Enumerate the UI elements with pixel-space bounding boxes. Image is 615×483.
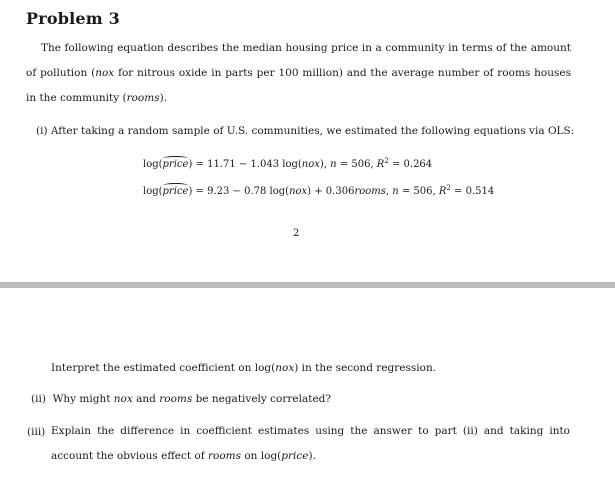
part-ii-nox: nox: [113, 393, 133, 405]
eq2-close: ): [188, 186, 193, 197]
intro-paragraph: [26, 36, 571, 111]
eq1-close: ): [188, 159, 193, 170]
intro-text-2: for nitrous oxide in parts per 100 million) and the average number of rooms houses in the community (: [26, 67, 571, 104]
intro-text-3: ).: [159, 92, 168, 104]
eq2-r-sup: 2: [446, 184, 451, 192]
problem-heading: Problem 3: [26, 9, 121, 28]
interpret-question: [51, 361, 436, 375]
part-iii-label: (iii): [27, 426, 46, 438]
equation-2: [143, 186, 494, 197]
part-i-text: After taking a random sample of U.S. communities, we estimated the following equations via OLS:: [50, 125, 575, 137]
var-nox: nox: [95, 67, 115, 79]
eq2-n-val: = 506,: [398, 186, 439, 197]
interpret-text-2: ) in the second regression.: [294, 362, 437, 374]
eq2-nox: nox: [289, 186, 308, 197]
eq2-n: n: [392, 186, 399, 197]
eq2-log: log(: [143, 186, 163, 197]
part-ii-item: [31, 392, 331, 406]
part-ii-rooms: rooms: [159, 393, 193, 405]
var-rooms: rooms: [126, 92, 160, 104]
eq1-r: R: [376, 159, 385, 170]
part-i-label: (i): [36, 125, 48, 137]
eq1-rhs2: ),: [319, 159, 331, 170]
eq1-r-val: = 0.264: [388, 159, 433, 170]
part-ii-text-3: be negatively correlated?: [192, 393, 332, 405]
eq1-log: log(: [143, 159, 163, 170]
eq1-n: n: [330, 159, 337, 170]
part-iii-label-wrap: [27, 425, 45, 439]
part-iii-text-1: Explain the difference in coefficient estimates using the answer to part (ii) and taking into account the obvious effect of: [51, 425, 570, 462]
part-ii-text-2: and: [132, 393, 160, 405]
document-page-bottom: [0, 288, 615, 483]
eq2-r: R: [438, 186, 447, 197]
part-iii-text: [51, 419, 570, 469]
part-ii-text-1: Why might: [52, 393, 114, 405]
intro-text-1: The following equation describes the median housing price in a community in terms of the amount of pollution (: [26, 42, 571, 79]
part-iii-text-3: ).: [308, 450, 316, 462]
eq2-rooms: rooms: [354, 186, 386, 197]
eq2-r-val: = 0.514: [450, 186, 495, 197]
eq1-r-sup: 2: [384, 157, 389, 165]
part-iii-text-2: on log(: [241, 450, 282, 462]
eq2-comma: ,: [385, 186, 393, 197]
interpret-text-1: Interpret the estimated coefficient on log(: [51, 362, 276, 374]
page-number: 2: [293, 228, 300, 239]
part-iii-price: price: [281, 450, 309, 462]
eq2-price-hat: price: [162, 186, 189, 197]
eq2-rhs2: ) + 0.306: [307, 186, 355, 197]
part-iii-rooms: rooms: [207, 450, 241, 462]
eq1-rhs: = 11.71 − 1.043 log(: [192, 159, 302, 170]
eq1-nox: nox: [301, 159, 320, 170]
eq1-n-val: = 506,: [336, 159, 377, 170]
equation-1: [143, 159, 432, 170]
part-i-item: [36, 124, 574, 138]
eq2-rhs: = 9.23 − 0.78 log(: [192, 186, 290, 197]
part-ii-label: (ii): [31, 393, 46, 405]
eq1-price-hat: price: [162, 159, 189, 170]
interpret-nox: nox: [275, 362, 295, 374]
